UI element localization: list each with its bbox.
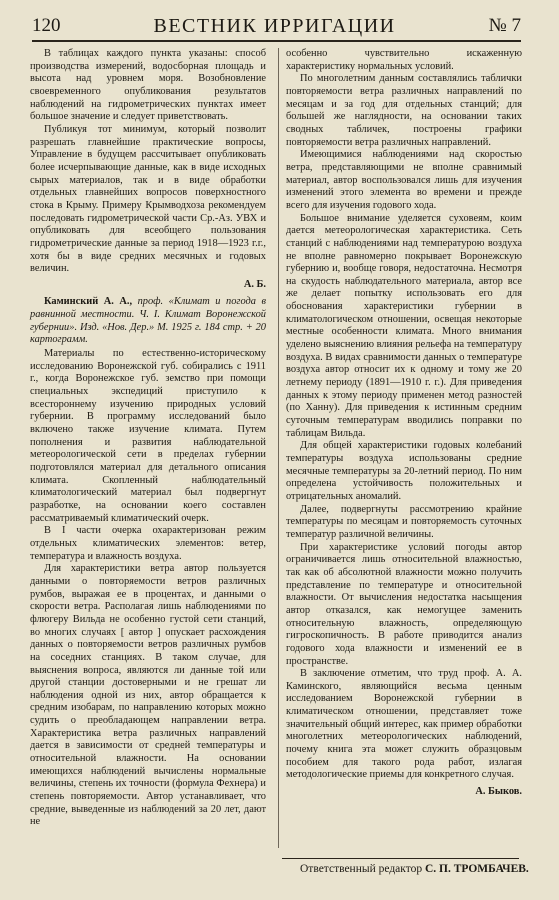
editor-name: С. П. ТРОМБАЧЕВ. — [424, 863, 529, 875]
paragraph: Большое внимание уделяется суховеям, коим дается метеорологическая характеристика. Сеть станций с наблюдениями над температурою воздуха не вполне равномерно покрывает Воронежскую губернию и, вообще говоря, недостаточна. Несмотря на скудость наблюдательного материала, автор все же делает попытку использовать его для обоснования характеристики губернии в климатологическом отношении, освещая некоторые местные особенности климата. Много внимания уделено выяснению влияния рельефа на температуру воздуха. В видах сравнимости данных о температуре воздуха автор относит их к одному и тому же 20 летнему периоду (1891—1910 г. г.). Для приведения данных к этому периоду применен метод разностей (по Ханну). Для приведения к истинным средним суточным температурам вводились поправки по таблицам Вильда. — [286, 212, 522, 439]
paragraph: В I части очерка охарактеризован режим отдельных климатических элементов: ветер, температура и влажность воздуха. — [30, 525, 266, 562]
journal-title: ВЕСТНИК ИРРИГАЦИИ — [153, 14, 396, 37]
running-header — [32, 14, 521, 38]
left-column — [30, 48, 266, 829]
paragraph: По многолетним данным составлялись таблички повторяемости ветра различных направлений по месяцам и за год для отдельных станций; для большей же наглядности, на основании таких сводных табличек, построены графики повторяемости ветра различных направлений. — [286, 73, 522, 148]
issue-number: № 7 — [488, 15, 521, 36]
editor-label: Ответственный редактор — [300, 863, 423, 875]
page-number: 120 — [32, 15, 61, 36]
paragraph: В таблицах каждого пункта указаны: способ производства измерений, водосборная площадь и высота над уровнем моря. Возобновление своевременного опубликования результатов наблюдений на гидрометрических пунктах имеет большое значение и следует приветствовать. — [30, 48, 266, 123]
right-column — [286, 48, 522, 799]
column-divider — [278, 48, 279, 848]
paragraph: В заключение отметим, что труд проф. А. А. Каминского, являющийся весьма ценным исследованием Воронежской губернии в климатическом отношении, представляет тоже значительный общий интерес, как пример обработки многолетних метеорологических наблюдений, почему книга эта может служить образцовым пособием для такого рода работ, излагая методологические приемы для конкретного случая. — [286, 668, 522, 781]
reference-body: проф. «Климат и погода в равнинной местности. Ч. I. Климат Воронежской губернии». Изд. «Нов. Дер.» М. 1925 г. 184 стр. + 20 картограмм. — [30, 296, 266, 346]
paragraph: Для характеристики ветра автор пользуется данными о повторяемости ветров различных румбов, выражая ее в процентах, и данными о скорости ветра. Располагая лишь наблюдениями по флюгеру Вильда не особенно густой сети станций, во многих случаях [ автор ] опускает расхождения данных о повторяемости ветров различных румбов на соседних станциях. В таком случае, для выяснения вопроса, являются ли данные той или другой станции достоверными и не грешат ли наблюдения одной из них, автор обращается к средним изобарам, по направлению которых можно судить о преобладающем направлении ветра. Характеристика ветра различных направлений дается в зависимости от средней температуры и относительной влажности. На основании имеющихся наблюдений вычислены нормальные величины, степень их точности (формула Фехнера) и степень повторяемости. Автор устанавливает, что средние, выведенные из наблюдений за 20 лет, дают не — [30, 563, 266, 828]
paragraph: Материалы по естественно-историческому исследованию Воронежской губ. собирались с 1911 г., когда Воронежское губ. земство при помощи специальных экспедиций приступило к всестороннему изучению природных условий губернии. В программу исследований было включено также изучение климата. Путем пополнения и развития наблюдательной метеорологической сети в пределах губернии подготовлялся материал для детального описания климата. Скопленный наблюдательный климатологический материал был подвергнут разработке, на основании коего составлен рассматриваемый климатический очерк. — [30, 348, 266, 524]
footer-rule — [282, 858, 519, 859]
paragraph: Далее, подвергнуты рассмотрению крайние температуры по месяцам и повторяемость суточных температур различной величины. — [286, 503, 522, 540]
reference-author: Каминский А. А., — [44, 296, 133, 308]
paragraph: Имеющимися наблюдениями над скоростью ветра, представляющими не вполне сравнимый материал, автор воспользовался лишь для изучения изменений этого элемента во времени и прежде всего для изучения годового хода. — [286, 149, 522, 211]
paragraph: Публикуя тот минимум, который позволит разрешать главнейшие практические вопросы, Управление в будущем рассчитывает опубликовать более исчерпывающие данные, как в виде исходных сырых материалов, так и в виде обработки отдельных главнейших вопросов поверхностного стока в Крыму. Примеру Крымводхоза рекомендуем последовать гидрометрической части Ср.-Аз. УВХ и опубликовать для всеобщего пользования гидрометрические данные за период 1918—1923 г.г., хотя бы в виде средних месячных и годовых величин. — [30, 123, 266, 275]
header-rule — [32, 40, 521, 42]
editor-credit — [300, 863, 529, 875]
paragraph: особенно чувствительно искаженную характеристику нормальных условий. — [286, 48, 522, 72]
paragraph: При характеристике условий погоды автор ограничивается лишь относительной влажностью, так как об абсолютной влажности можно получить представление по температуре и относительной влажности. От вычисления недостатка насыщения автор отказался, как немогущее заменить относительную влажность, определяющую гигроскопичность. В работе приводится анализ годового хода влажности и изменений ее в пространстве. — [286, 541, 522, 667]
review-signature: А. Быков. — [475, 786, 522, 798]
paragraph: Для общей характеристики годовых колебаний температуры воздуха использованы средние месячные температуры за 20-летний период. По ним определена устойчивость положительных и отрицательных аномалий. — [286, 440, 522, 502]
book-reference — [30, 296, 266, 347]
review-signature: А. Б. — [243, 278, 266, 290]
